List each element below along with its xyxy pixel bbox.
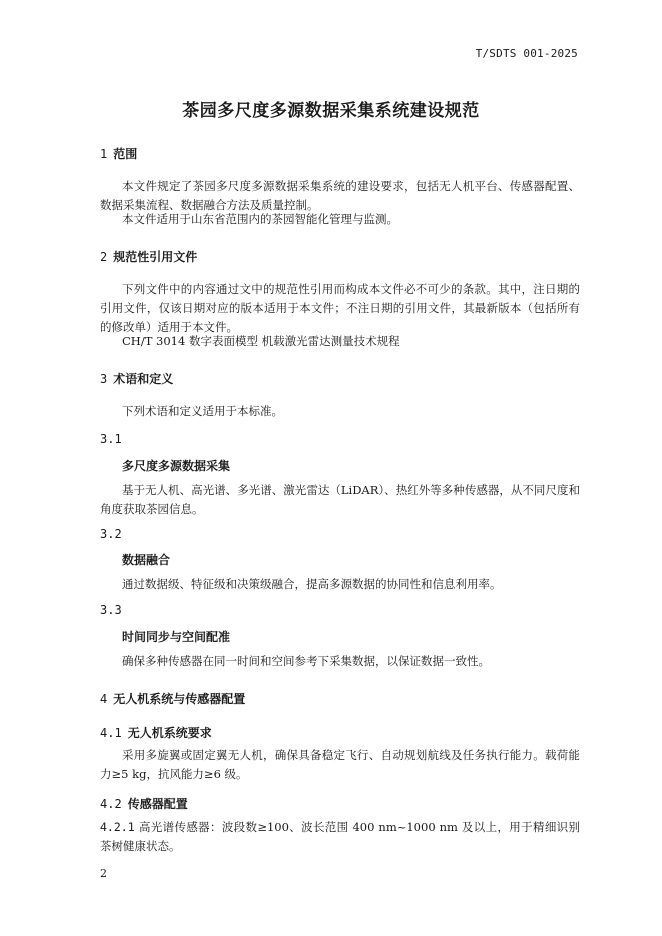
section-number: 1 [100, 147, 108, 161]
section-2-paragraph-1: 下列文件中的内容通过文中的规范性引用而构成本文件必不可少的条款。其中，注日期的引用文件，仅该日期对应的版本适用于本文件；不注日期的引用文件，其最新版本（包括所有的修改单）适用于本文件。 [100, 282, 580, 334]
term-name: 时间同步与空间配准 [122, 630, 231, 644]
term-definition: 基于无人机、高光谱、多光谱、激光雷达（LiDAR）、热红外等多种传感器，从不同尺度和角度获取茶园信息。 [100, 483, 580, 516]
section-2-heading [100, 248, 197, 265]
section-3-intro: 下列术语和定义适用于本标准。 [122, 404, 283, 418]
section-3-heading [100, 370, 173, 387]
term-name: 多尺度多源数据采集 [122, 459, 231, 473]
section-number: 3 [100, 372, 108, 386]
subsection-title: 传感器配置 [127, 797, 188, 811]
section-title: 术语和定义 [113, 372, 174, 386]
clause-number: 4.2.1 [100, 820, 135, 834]
subsection-number: 4.2 [100, 797, 122, 811]
term-definition: 确保多种传感器在同一时间和空间参考下采集数据，以保证数据一致性。 [122, 654, 490, 668]
section-1-paragraph-1: 本文件规定了茶园多尺度多源数据采集系统的建设要求，包括无人机平台、传感器配置、数据采集流程、数据融合方法及质量控制。 [100, 179, 580, 212]
section-1-paragraph-2: 本文件适用于山东省范围内的茶园智能化管理与监测。 [122, 212, 398, 226]
term-number: 3.1 [100, 432, 122, 446]
section-4-heading [100, 690, 245, 707]
normative-reference: CH/T 3014 数字表面模型 机载激光雷达测量技术规程 [122, 334, 400, 348]
page-number: 2 [100, 867, 107, 880]
subsection-4-2-heading [100, 795, 188, 812]
section-title: 无人机系统与传感器配置 [113, 692, 246, 706]
section-1-heading [100, 145, 137, 162]
term-number: 3.2 [100, 527, 122, 541]
document-number: T/SDTS 001-2025 [475, 47, 578, 60]
document-title: 茶园多尺度多源数据采集系统建设规范 [182, 101, 480, 121]
subsection-4-1-paragraph: 采用多旋翼或固定翼无人机，确保具备稳定飞行、自动规划航线及任务执行能力。载荷能力≥5 kg，抗风能力≥6 级。 [100, 748, 580, 781]
term-number: 3.3 [100, 603, 122, 617]
section-number: 4 [100, 692, 108, 706]
term-name: 数据融合 [122, 553, 171, 567]
subsection-title: 无人机系统要求 [127, 726, 212, 740]
clause-text: 高光谱传感器：波段数≥100、波长范围 400 nm~1000 nm 及以上，用于精细识别茶树健康状态。 [100, 820, 580, 853]
section-title: 规范性引用文件 [113, 250, 198, 264]
section-title: 范围 [113, 147, 138, 161]
term-definition: 通过数据级、特征级和决策级融合，提高多源数据的协同性和信息利用率。 [122, 577, 502, 591]
subsection-4-1-heading [100, 724, 212, 741]
clause-4-2-1 [100, 818, 580, 856]
subsection-number: 4.1 [100, 726, 122, 740]
section-number: 2 [100, 250, 108, 264]
